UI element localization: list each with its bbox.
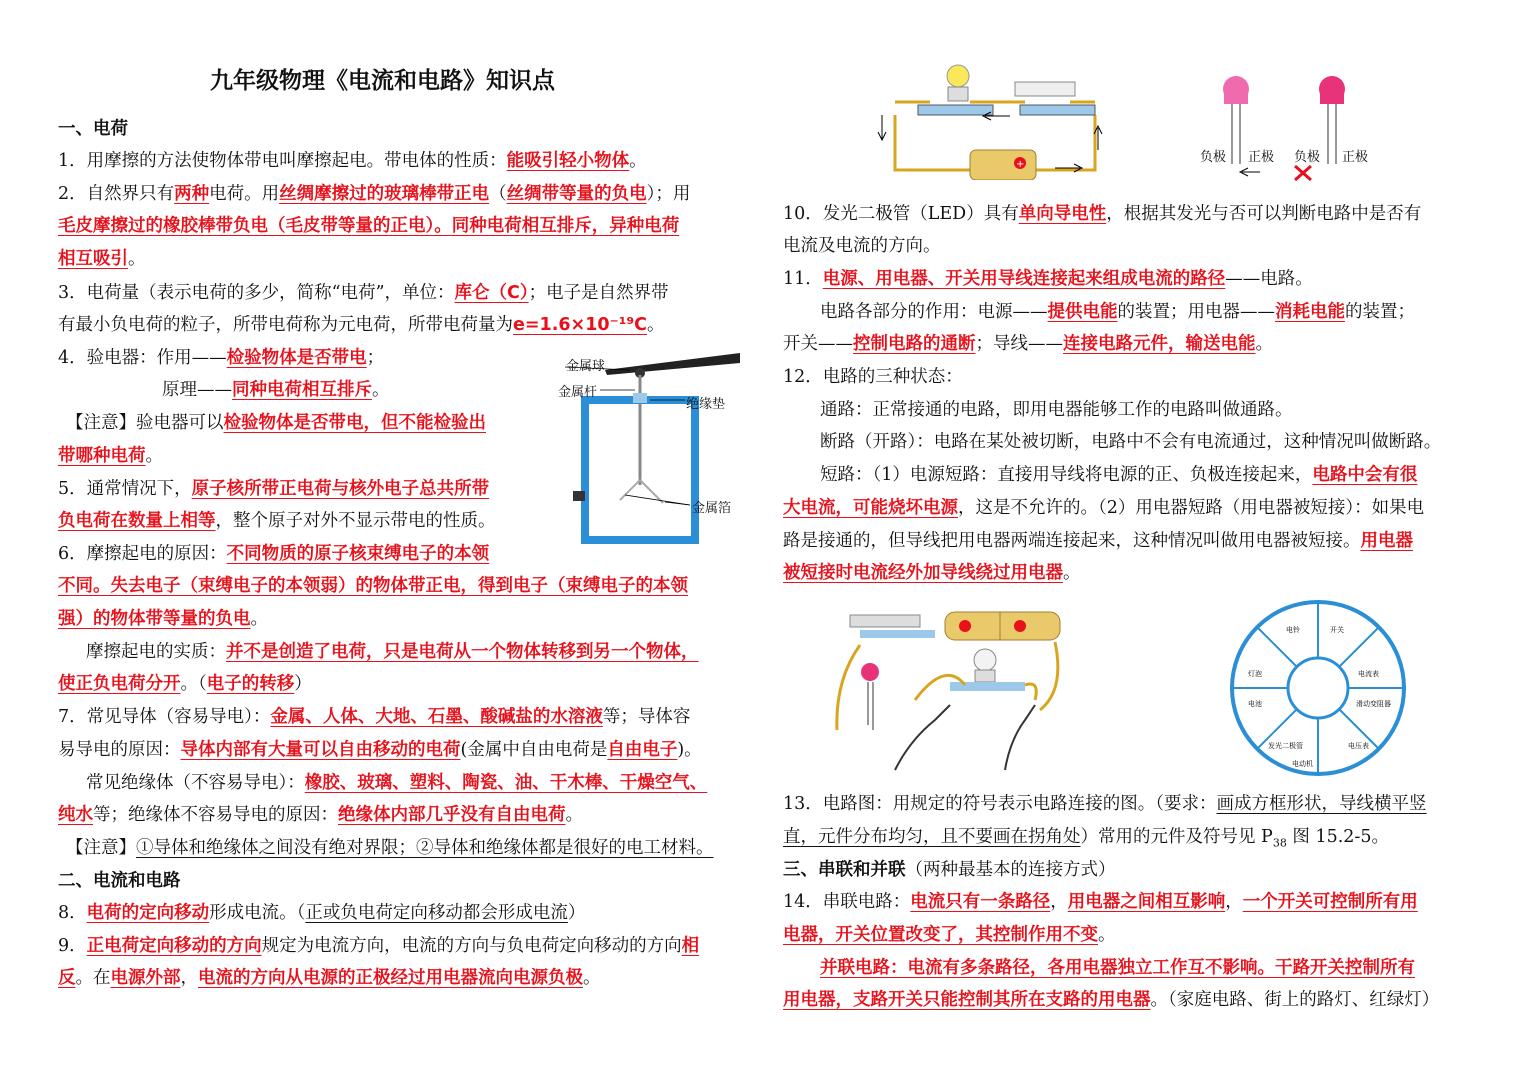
para-9-line-1: 9．正电荷定向移动的方向规定为电流方向，电流的方向与负电荷定向移动的方向相 bbox=[58, 936, 700, 956]
bulb bbox=[974, 649, 996, 671]
para-1: 1．用摩擦的方法使物体带电叫摩擦起电。带电体的性质：能吸引轻小物体。 bbox=[58, 151, 647, 171]
note-1-line-1: 【注意】验电器可以检验物体是否带电，但不能检验出 bbox=[66, 413, 486, 433]
simple-circuit-figure bbox=[870, 60, 1110, 180]
para-4-line-2: 原理——同种电荷相互排斥。 bbox=[162, 380, 390, 400]
page-title: 九年级物理《电流和电路》知识点 bbox=[210, 68, 555, 94]
para-4-line-1: 4．验电器：作用——检验物体是否带电； bbox=[58, 348, 385, 368]
para-6-line-5: 使正负电荷分开。（电子的转移） bbox=[58, 674, 312, 694]
short-circuit-figure bbox=[825, 600, 1085, 775]
para-13-line-2: 直，元件分布均匀，且不要画在拐角处）常用的元件及符号见 $P_{38}$ 图 15.2-5。 bbox=[783, 827, 1389, 850]
para-10-line-2: 电流及电流的方向。 bbox=[783, 236, 941, 256]
para-5-line-2: 负电荷在数量上相等，整个原子对外不显示带电的性质。 bbox=[58, 511, 496, 531]
para-7-line-4: 纯水等；绝缘体不容易导电的原因：绝缘体内部几乎没有自由电荷。 bbox=[58, 805, 583, 825]
svg-text:电动机: 电动机 bbox=[1292, 760, 1313, 768]
para-14-line-1: 14．串联电路：电流只有一条路径，用电器之间相互影响，一个开关可控制所有用 bbox=[783, 892, 1418, 912]
para-2-line-2: 毛皮摩擦过的橡胶棒带负电（毛皮带等量的正电）。同种电荷相互排斥，异种电荷 bbox=[58, 216, 680, 236]
note-2: 【注意】①导体和绝缘体之间没有绝对界限；②导体和绝缘体都是很好的电工材料。 bbox=[66, 838, 714, 858]
led-label-pos-2: 正极 bbox=[1342, 150, 1369, 165]
svg-text:电压表: 电压表 bbox=[1348, 742, 1369, 750]
led-label-neg-2: 负极 bbox=[1294, 150, 1321, 165]
para-13-line-1: 13．电路图：用规定的符号表示电路连接的图。（要求：画成方框形状，导线横平竖 bbox=[783, 794, 1427, 814]
para-12-short-1: 短路：（1）电源短路：直接用导线将电源的正、负极连接起来，电路中会有很 bbox=[820, 465, 1418, 485]
led-label-neg-1: 负极 bbox=[1200, 150, 1227, 165]
para-2-line-1: 2．自然界只有两种电荷。用丝绸摩擦过的玻璃棒带正电（丝绸带等量的负电）；用 bbox=[58, 184, 691, 204]
para-3-line-1: 3．电荷量（表示电荷的多少，简称“电荷”，单位：库仑（C）；电子是自然界带 bbox=[58, 283, 669, 303]
para-12-heading: 12．电路的三种状态： bbox=[783, 367, 963, 387]
para-5-line-1: 5．通常情况下，原子核所带正电荷与核外电子总共所带 bbox=[58, 479, 490, 499]
screw-knob bbox=[573, 491, 585, 501]
battery bbox=[970, 150, 1036, 180]
para-12-short-3: 路是接通的，但导线把用电器两端连接起来，这种情况叫做用电器被短接。用电器 bbox=[783, 531, 1413, 551]
para-7-line-1: 7．常见导体（容易导电）：金属、人体、大地、石墨、酸碱盐的水溶液等；导体容 bbox=[58, 707, 691, 727]
svg-text:电铃: 电铃 bbox=[1286, 626, 1300, 634]
component-wheel-figure bbox=[1228, 598, 1408, 778]
para-6-line-2: 不同。失去电子（束缚电子的本领弱）的物体带正电，得到电子（束缚电子的本领 bbox=[58, 576, 688, 596]
para-7-line-3: 常见绝缘体（不容易导电）：橡胶、玻璃、塑料、陶瓷、油、干木棒、干燥空气、 bbox=[86, 773, 708, 793]
svg-text:开关: 开关 bbox=[1330, 626, 1344, 634]
para-7-line-2: 易导电的原因：导体内部有大量可以自由移动的电荷(金属中自由电荷是自由电子)。 bbox=[58, 740, 702, 760]
para-14-line-3: 并联电路：电流有多条路径，各用电器独立工作互不影响。干路开关控制所有 bbox=[820, 958, 1415, 978]
svg-text:电池: 电池 bbox=[1248, 700, 1262, 708]
para-12-short-2: 大电流，可能烧坏电源，这是不允许的。（2）用电器短路（用电器被短接）：如果电 bbox=[783, 498, 1425, 518]
para-11-line-2: 电路各部分的作用：电源——提供电能的装置；用电器——消耗电能的装置； bbox=[820, 302, 1415, 322]
svg-text:+: + bbox=[1016, 159, 1025, 170]
svg-text:电流表: 电流表 bbox=[1358, 670, 1379, 678]
section-heading-series-parallel: 三、串联和并联（两种最基本的连接方式） bbox=[783, 860, 1116, 880]
note-1-line-2: 带哪种电荷。 bbox=[58, 446, 163, 466]
para-6-line-4: 摩擦起电的实质：并不是创造了电荷，只是电荷从一个物体转移到另一个物体， bbox=[86, 642, 699, 662]
led bbox=[861, 663, 879, 681]
para-12-closed: 通路：正常接通的电路，即用电器能够工作的电路叫做通路。 bbox=[820, 400, 1293, 420]
svg-text:发光二极管: 发光二极管 bbox=[1268, 742, 1303, 750]
para-14-line-4: 用电器，支路开关只能控制其所在支路的用电器。（家庭电路、街上的路灯、红绿灯） bbox=[783, 990, 1440, 1010]
svg-text:灯泡: 灯泡 bbox=[1248, 670, 1262, 678]
para-12-open: 断路（开路）：电路在某处被切断，电路中不会有电流通过，这种情况叫做断路。 bbox=[820, 432, 1442, 452]
section-heading-charge: 一、电荷 bbox=[58, 119, 128, 139]
label-insulating-pad: 绝缘垫 bbox=[686, 397, 726, 412]
para-6-line-1: 6．摩擦起电的原因：不同物质的原子核束缚电子的本领 bbox=[58, 544, 490, 564]
label-metal-ball: 金属球 bbox=[566, 359, 606, 374]
para-12-short-4: 被短接时电流经外加导线绕过用电器。 bbox=[783, 563, 1081, 583]
charged-rod bbox=[605, 353, 740, 375]
switch bbox=[1015, 82, 1075, 96]
para-11-line-1: 11．电源、用电器、开关用导线连接起来组成电流的路径——电路。 bbox=[783, 269, 1313, 289]
cross-mark bbox=[1295, 166, 1311, 180]
insulating-pad bbox=[633, 393, 647, 403]
led-label-pos-1: 正极 bbox=[1248, 150, 1275, 165]
para-2-line-3: 相互吸引。 bbox=[58, 249, 146, 269]
bulb bbox=[947, 65, 969, 87]
label-metal-rod: 金属杆 bbox=[558, 385, 598, 400]
label-metal-foil: 金属箔 bbox=[692, 501, 732, 516]
para-11-line-3: 开关——控制电路的通断；导线——连接电路元件，输送电能。 bbox=[783, 334, 1273, 354]
section-heading-current: 二、电流和电路 bbox=[58, 871, 181, 891]
para-8: 8．电荷的定向移动形成电流。（正或负电荷定向移动都会形成电流） bbox=[58, 903, 586, 923]
para-10-line-1: 10．发光二极管（LED）具有单向导电性，根据其发光与否可以判断电路中是否有 bbox=[783, 204, 1422, 224]
para-14-line-2: 电器，开关位置改变了，其控制作用不变。 bbox=[783, 925, 1116, 945]
switch bbox=[850, 615, 920, 627]
para-9-line-2: 反。在电源外部，电流的方向从电源的正极经过用电器流向电源负极。 bbox=[58, 968, 601, 988]
electroscope-figure bbox=[545, 345, 745, 550]
para-6-line-3: 强）的物体带等量的负电。 bbox=[58, 609, 268, 629]
para-3-line-2: 有最小负电荷的粒子，所带电荷称为元电荷，所带电荷量为e=1.6×10⁻¹⁹C。 bbox=[58, 315, 665, 335]
svg-text:滑动变阻器: 滑动变阻器 bbox=[1356, 700, 1391, 708]
hands bbox=[895, 705, 1035, 770]
led-direction-figure bbox=[1190, 64, 1380, 184]
